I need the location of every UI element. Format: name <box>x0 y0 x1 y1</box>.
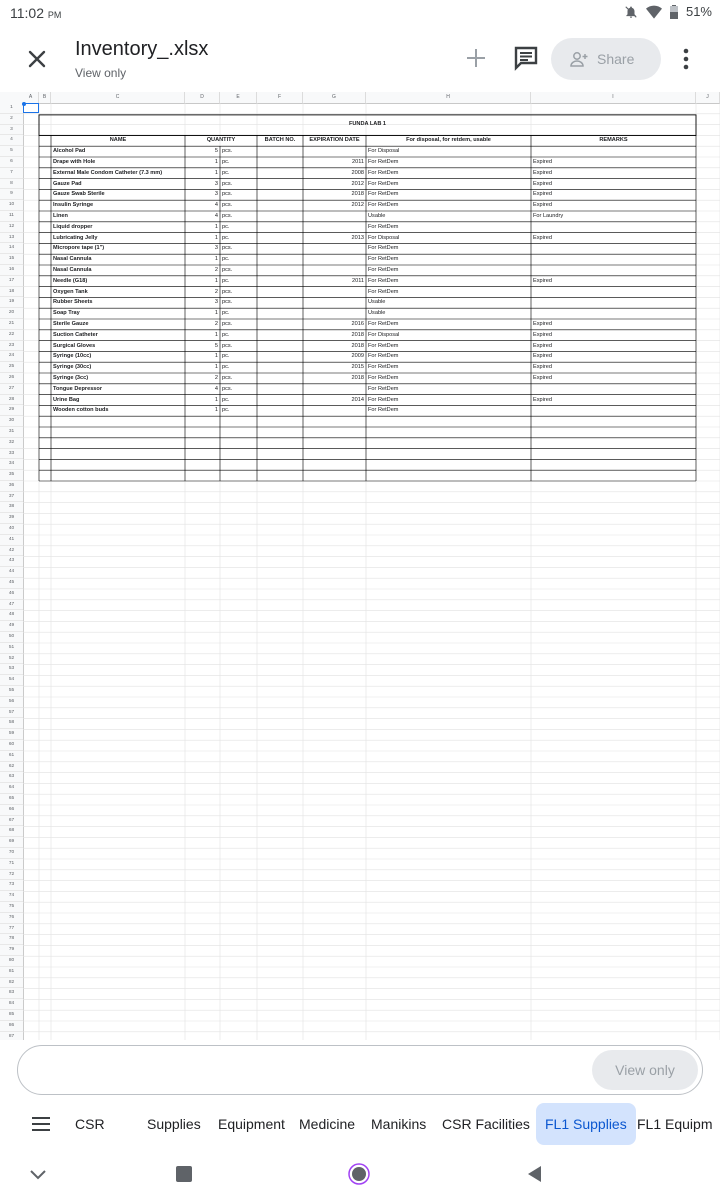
column-header[interactable]: A <box>23 92 39 103</box>
item-remarks: For Laundry <box>533 213 564 219</box>
row-header[interactable]: 69 <box>0 837 23 848</box>
view-only-button[interactable]: View only <box>592 1050 698 1090</box>
share-label: Share <box>597 51 635 67</box>
item-status: Usable <box>368 299 386 306</box>
column-header[interactable]: C <box>51 92 185 103</box>
item-status: For RetDem <box>368 169 399 176</box>
item-unit: pc. <box>222 353 230 360</box>
row-header[interactable]: 58 <box>0 718 23 729</box>
item-remarks: Expired <box>533 331 552 338</box>
item-expiration: 2015 <box>351 364 364 371</box>
item-unit: pcs. <box>222 375 233 381</box>
item-unit: pc. <box>222 277 230 284</box>
row-header[interactable]: 28 <box>0 395 23 406</box>
selected-cell[interactable] <box>23 103 39 113</box>
row-header[interactable]: 13 <box>0 233 23 244</box>
item-remarks: Expired <box>533 159 552 165</box>
sheet-tab[interactable]: CSR Facilities <box>442 1116 530 1132</box>
item-quantity: 3 <box>214 245 218 252</box>
item-remarks <box>533 265 694 276</box>
row-header[interactable]: 23 <box>0 341 23 352</box>
row-header[interactable]: 63 <box>0 772 23 783</box>
column-header[interactable]: E <box>220 92 257 103</box>
item-expiration: 2008 <box>351 169 364 176</box>
item-expiration: 2013 <box>351 234 364 241</box>
item-name: Syringe (3cc) <box>53 375 89 381</box>
row-header[interactable]: 55 <box>0 686 23 697</box>
item-status: For RetDem <box>368 277 399 284</box>
item-name: Liquid dropper <box>53 223 93 230</box>
row-header[interactable]: 51 <box>0 643 23 654</box>
row-header[interactable]: 35 <box>0 470 23 481</box>
column-header[interactable]: D <box>185 92 220 103</box>
row-header[interactable]: 54 <box>0 675 23 686</box>
item-status: For RetDem <box>368 223 399 230</box>
system-nav-bar <box>0 1148 720 1200</box>
nav-recents-icon[interactable] <box>172 1162 196 1186</box>
comment-icon[interactable] <box>512 44 540 72</box>
item-quantity: 1 <box>214 159 218 165</box>
row-header[interactable]: 10 <box>0 200 23 211</box>
item-unit: pcs. <box>222 180 233 187</box>
formula-bar[interactable] <box>17 1045 703 1095</box>
item-remarks <box>533 308 694 319</box>
item-quantity: 3 <box>214 180 218 187</box>
item-remarks: Expired <box>533 353 552 360</box>
row-header[interactable]: 66 <box>0 805 23 816</box>
row-header[interactable]: 79 <box>0 945 23 956</box>
item-expiration <box>305 243 364 254</box>
sheet-tab[interactable]: CSR <box>75 1116 105 1132</box>
item-name: Needle (G18) <box>53 277 88 284</box>
sheet-title: FUNDA LAB 1 <box>348 121 387 128</box>
row-header[interactable]: 50 <box>0 632 23 643</box>
row-header[interactable]: 60 <box>0 740 23 751</box>
item-unit: pcs. <box>222 321 233 327</box>
item-unit: pc. <box>222 169 230 176</box>
more-vert-icon[interactable] <box>676 46 696 72</box>
item-quantity: 5 <box>214 148 218 155</box>
item-unit: pc. <box>222 256 230 263</box>
column-header[interactable]: G <box>303 92 366 103</box>
item-quantity: 1 <box>214 277 218 284</box>
item-unit: pc. <box>222 396 230 403</box>
item-name: Alcohol Pad <box>53 148 86 155</box>
row-header[interactable]: 21 <box>0 319 23 330</box>
item-quantity: 1 <box>214 396 218 403</box>
row-header[interactable]: 74 <box>0 891 23 902</box>
item-name: Insulin Syringe <box>53 202 94 209</box>
row-header[interactable]: 29 <box>0 405 23 416</box>
row-header[interactable]: 52 <box>0 654 23 665</box>
row-headers <box>0 103 24 1040</box>
row-header[interactable]: 11 <box>0 211 23 222</box>
item-quantity: 4 <box>214 202 218 209</box>
item-status: For RetDem <box>368 321 399 327</box>
nav-down-icon[interactable] <box>26 1162 50 1186</box>
row-header[interactable]: 40 <box>0 524 23 535</box>
item-quantity: 4 <box>214 385 218 392</box>
row-header[interactable]: 70 <box>0 848 23 859</box>
item-status: Usable <box>368 213 386 219</box>
row-header[interactable]: 1 <box>0 103 23 114</box>
row-header[interactable]: 19 <box>0 297 23 308</box>
row-header[interactable]: 83 <box>0 988 23 999</box>
item-unit: pc. <box>222 310 230 317</box>
item-name: Micropore tape (1") <box>53 245 105 252</box>
row-header[interactable]: 61 <box>0 751 23 762</box>
item-expiration: 2016 <box>351 321 364 327</box>
item-status: For RetDem <box>368 180 399 187</box>
item-expiration <box>305 384 364 395</box>
item-unit: pcs. <box>222 385 233 392</box>
row-header[interactable]: 33 <box>0 449 23 460</box>
item-status: For RetDem <box>368 267 399 273</box>
item-unit: pcs. <box>222 245 233 252</box>
view-only-subtitle: View only <box>75 66 127 80</box>
sheet-tab[interactable]: FL1 Equipm <box>637 1116 713 1132</box>
row-header[interactable]: 42 <box>0 546 23 557</box>
header-batch: BATCH NO. <box>264 137 296 144</box>
item-remarks: Expired <box>533 375 552 381</box>
status-bar <box>0 0 720 26</box>
item-status: For RetDem <box>368 342 399 349</box>
row-header[interactable]: 5 <box>0 146 23 157</box>
row-header[interactable]: 62 <box>0 762 23 773</box>
item-status: For Disposal <box>368 148 400 155</box>
item-remarks: Expired <box>533 191 552 198</box>
row-header[interactable]: 6 <box>0 157 23 168</box>
row-header[interactable]: 72 <box>0 870 23 881</box>
row-header[interactable]: 30 <box>0 416 23 427</box>
item-remarks: Expired <box>533 234 552 241</box>
sheet-tab[interactable]: Medicine <box>299 1116 356 1132</box>
item-remarks <box>533 405 694 416</box>
item-unit: pcs. <box>222 342 233 349</box>
item-remarks <box>533 287 694 298</box>
row-header[interactable]: 16 <box>0 265 23 276</box>
item-quantity: 3 <box>214 299 218 306</box>
item-status: For RetDem <box>368 396 399 403</box>
item-remarks: Expired <box>533 396 552 403</box>
bell-off-icon <box>624 5 638 19</box>
item-expiration: 2018 <box>351 191 364 198</box>
row-header[interactable]: 15 <box>0 254 23 265</box>
row-header[interactable]: 24 <box>0 351 23 362</box>
row-header[interactable]: 45 <box>0 578 23 589</box>
header-expiration: EXPIRATION DATE <box>309 137 360 144</box>
column-header[interactable]: I <box>531 92 696 103</box>
item-expiration <box>305 297 364 308</box>
item-status: For Disposal <box>368 234 400 241</box>
sheet-tab[interactable]: Equipment <box>218 1116 285 1132</box>
item-quantity: 3 <box>214 191 218 198</box>
item-remarks <box>533 254 694 265</box>
item-expiration: 2012 <box>351 202 364 209</box>
battery-percent: 51% <box>685 4 712 19</box>
row-header[interactable]: 18 <box>0 287 23 298</box>
row-header[interactable]: 3 <box>0 125 23 136</box>
spreadsheet-grid[interactable] <box>0 92 720 1040</box>
sheet-tab[interactable]: Supplies <box>147 1116 201 1132</box>
item-quantity: 1 <box>214 407 218 414</box>
item-quantity: 5 <box>214 342 218 349</box>
row-header[interactable]: 53 <box>0 664 23 675</box>
item-name: Wooden cotton buds <box>53 407 109 414</box>
app-bar <box>0 26 720 92</box>
item-unit: pcs. <box>222 267 233 273</box>
nav-home-icon[interactable] <box>347 1162 371 1186</box>
row-header[interactable]: 76 <box>0 913 23 924</box>
item-expiration <box>305 146 364 157</box>
share-button[interactable] <box>551 38 661 80</box>
item-unit: pc. <box>222 364 230 371</box>
header-remarks: REMARKS <box>599 137 628 144</box>
item-status: For RetDem <box>368 385 399 392</box>
row-header[interactable]: 26 <box>0 373 23 384</box>
row-header[interactable]: 7 <box>0 168 23 179</box>
item-name: Drape with Hole <box>53 159 96 165</box>
row-header[interactable]: 87 <box>0 1032 23 1040</box>
menu-icon[interactable] <box>30 1113 52 1135</box>
row-header[interactable]: 36 <box>0 481 23 492</box>
item-expiration: 2018 <box>351 331 364 338</box>
row-header[interactable]: 48 <box>0 610 23 621</box>
row-header[interactable]: 2 <box>0 114 23 125</box>
item-unit: pc. <box>222 223 230 230</box>
item-quantity: 1 <box>214 331 218 338</box>
share-person-icon <box>569 51 589 67</box>
item-name: Gauze Pad <box>53 180 82 187</box>
item-remarks <box>533 146 694 157</box>
item-unit: pcs. <box>222 148 233 155</box>
battery-icon <box>670 5 678 19</box>
item-status: For Disposal <box>368 331 400 338</box>
row-header[interactable]: 57 <box>0 708 23 719</box>
item-remarks: Expired <box>533 180 552 187</box>
row-header[interactable]: 59 <box>0 729 23 740</box>
column-header[interactable]: F <box>257 92 303 103</box>
item-unit: pcs. <box>222 191 233 198</box>
sheet-tab[interactable]: Manikins <box>371 1116 427 1132</box>
row-header[interactable]: 78 <box>0 934 23 945</box>
column-header[interactable]: H <box>366 92 531 103</box>
row-header[interactable]: 20 <box>0 308 23 319</box>
row-header[interactable]: 47 <box>0 600 23 611</box>
row-header[interactable]: 65 <box>0 794 23 805</box>
item-quantity: 1 <box>214 256 218 263</box>
row-header[interactable]: 84 <box>0 999 23 1010</box>
row-header[interactable]: 25 <box>0 362 23 373</box>
row-header[interactable]: 44 <box>0 567 23 578</box>
item-quantity: 1 <box>214 169 218 176</box>
item-unit: pcs. <box>222 299 233 306</box>
item-expiration: 2011 <box>351 277 364 284</box>
item-name: Suction Catheter <box>53 331 98 338</box>
item-name: Surgical Gloves <box>53 342 96 349</box>
item-quantity: 2 <box>214 321 218 327</box>
row-header[interactable]: 64 <box>0 783 23 794</box>
row-header[interactable]: 75 <box>0 902 23 913</box>
item-name: Sterile Gauze <box>53 321 89 327</box>
row-header[interactable]: 46 <box>0 589 23 600</box>
item-name: Lubricating Jelly <box>53 234 98 241</box>
item-expiration: 2018 <box>351 375 364 381</box>
row-header[interactable]: 27 <box>0 384 23 395</box>
item-unit: pc. <box>222 407 230 414</box>
item-remarks <box>533 222 694 233</box>
row-header[interactable]: 43 <box>0 556 23 567</box>
page-title: Inventory_.xlsx <box>75 38 209 60</box>
item-status: For RetDem <box>368 375 399 381</box>
item-expiration: 2018 <box>351 342 364 349</box>
row-header[interactable]: 56 <box>0 697 23 708</box>
item-expiration: 2014 <box>351 396 364 403</box>
item-quantity: 1 <box>214 353 218 360</box>
row-header[interactable]: 14 <box>0 243 23 254</box>
item-status: Usable <box>368 310 386 317</box>
item-expiration: 2011 <box>351 159 364 165</box>
item-remarks <box>533 384 694 395</box>
row-header[interactable]: 34 <box>0 459 23 470</box>
item-name: Urine Bag <box>53 396 80 403</box>
row-header[interactable]: 67 <box>0 816 23 827</box>
row-header[interactable]: 82 <box>0 978 23 989</box>
item-quantity: 1 <box>214 223 218 230</box>
item-quantity: 2 <box>214 267 218 273</box>
item-status: For RetDem <box>368 191 399 198</box>
row-header[interactable]: 38 <box>0 502 23 513</box>
item-name: Soap Tray <box>53 310 80 317</box>
header-name: NAME <box>109 137 127 144</box>
row-header[interactable]: 8 <box>0 179 23 190</box>
item-status: For RetDem <box>368 245 399 252</box>
item-status: For RetDem <box>368 202 399 209</box>
item-unit: pcs. <box>222 288 233 295</box>
item-quantity: 2 <box>214 288 218 295</box>
row-header[interactable]: 73 <box>0 880 23 891</box>
item-expiration <box>305 287 364 298</box>
item-quantity: 4 <box>214 213 218 219</box>
item-remarks: Expired <box>533 364 552 371</box>
item-unit: pcs. <box>222 213 233 219</box>
row-header[interactable]: 17 <box>0 276 23 287</box>
row-header[interactable]: 81 <box>0 967 23 978</box>
item-quantity: 1 <box>214 364 218 371</box>
item-status: For RetDem <box>368 159 399 165</box>
item-status: For RetDem <box>368 364 399 371</box>
item-quantity: 2 <box>214 375 218 381</box>
column-header[interactable]: J <box>696 92 720 103</box>
column-header[interactable]: B <box>39 92 51 103</box>
item-remarks: Expired <box>533 202 552 209</box>
status-time: 11:02 PM <box>10 5 62 21</box>
item-expiration: 2009 <box>351 353 364 360</box>
row-header[interactable]: 31 <box>0 427 23 438</box>
item-name: Gauze Swab Sterile <box>53 191 105 198</box>
row-header[interactable]: 32 <box>0 438 23 449</box>
item-remarks <box>533 297 694 308</box>
item-remarks: Expired <box>533 342 552 349</box>
item-name: Tongue Depressor <box>53 385 103 392</box>
item-quantity: 1 <box>214 310 218 317</box>
item-name: Linen <box>53 213 68 219</box>
row-header[interactable]: 37 <box>0 492 23 503</box>
sheet-tabs <box>0 1103 720 1145</box>
item-status: For RetDem <box>368 407 399 414</box>
item-status: For RetDem <box>368 256 399 263</box>
item-remarks <box>533 243 694 254</box>
item-remarks: Expired <box>533 321 552 327</box>
item-unit: pcs. <box>222 202 233 209</box>
item-remarks: Expired <box>533 277 552 284</box>
item-remarks: Expired <box>533 169 552 176</box>
item-expiration <box>305 222 364 233</box>
item-expiration <box>305 254 364 265</box>
item-expiration <box>305 308 364 319</box>
close-icon[interactable] <box>22 44 52 74</box>
item-name: Syringe (30cc) <box>53 364 92 371</box>
item-status: For RetDem <box>368 353 399 360</box>
item-name: External Male Condom Catheter (7.3 mm) <box>53 169 163 176</box>
wifi-icon <box>646 5 662 19</box>
row-header[interactable]: 71 <box>0 859 23 870</box>
item-expiration: 2012 <box>351 180 364 187</box>
row-header[interactable]: 4 <box>0 135 23 146</box>
nav-back-icon[interactable] <box>523 1162 547 1186</box>
row-header[interactable]: 68 <box>0 826 23 837</box>
row-header[interactable]: 85 <box>0 1010 23 1021</box>
row-header[interactable]: 41 <box>0 535 23 546</box>
item-unit: pc. <box>222 159 230 165</box>
row-header[interactable]: 80 <box>0 956 23 967</box>
item-unit: pc. <box>222 331 230 338</box>
item-expiration <box>305 405 364 416</box>
item-name: Nasal Cannula <box>53 267 92 273</box>
item-name: Rubber Sheets <box>53 299 93 306</box>
row-header[interactable]: 86 <box>0 1021 23 1032</box>
item-name: Nasal Cannula <box>53 256 92 263</box>
item-unit: pc. <box>222 234 230 241</box>
row-header[interactable]: 12 <box>0 222 23 233</box>
header-quantity: QUANTITY <box>206 137 236 144</box>
item-status: For RetDem <box>368 288 399 295</box>
item-expiration <box>305 265 364 276</box>
row-header[interactable]: 49 <box>0 621 23 632</box>
item-quantity: 1 <box>214 234 218 241</box>
row-header[interactable]: 39 <box>0 513 23 524</box>
row-header[interactable]: 22 <box>0 330 23 341</box>
sheet-tab[interactable]: FL1 Supplies <box>536 1103 636 1145</box>
item-name: Oxygen Tank <box>53 288 88 295</box>
item-expiration <box>305 211 364 222</box>
row-header[interactable]: 9 <box>0 189 23 200</box>
cell-area[interactable] <box>23 103 720 1040</box>
item-name: Syringe (10cc) <box>53 353 92 360</box>
row-header[interactable]: 77 <box>0 924 23 935</box>
plus-icon[interactable] <box>462 44 490 72</box>
header-disposal: For disposal, for retdem, usable <box>406 137 491 144</box>
